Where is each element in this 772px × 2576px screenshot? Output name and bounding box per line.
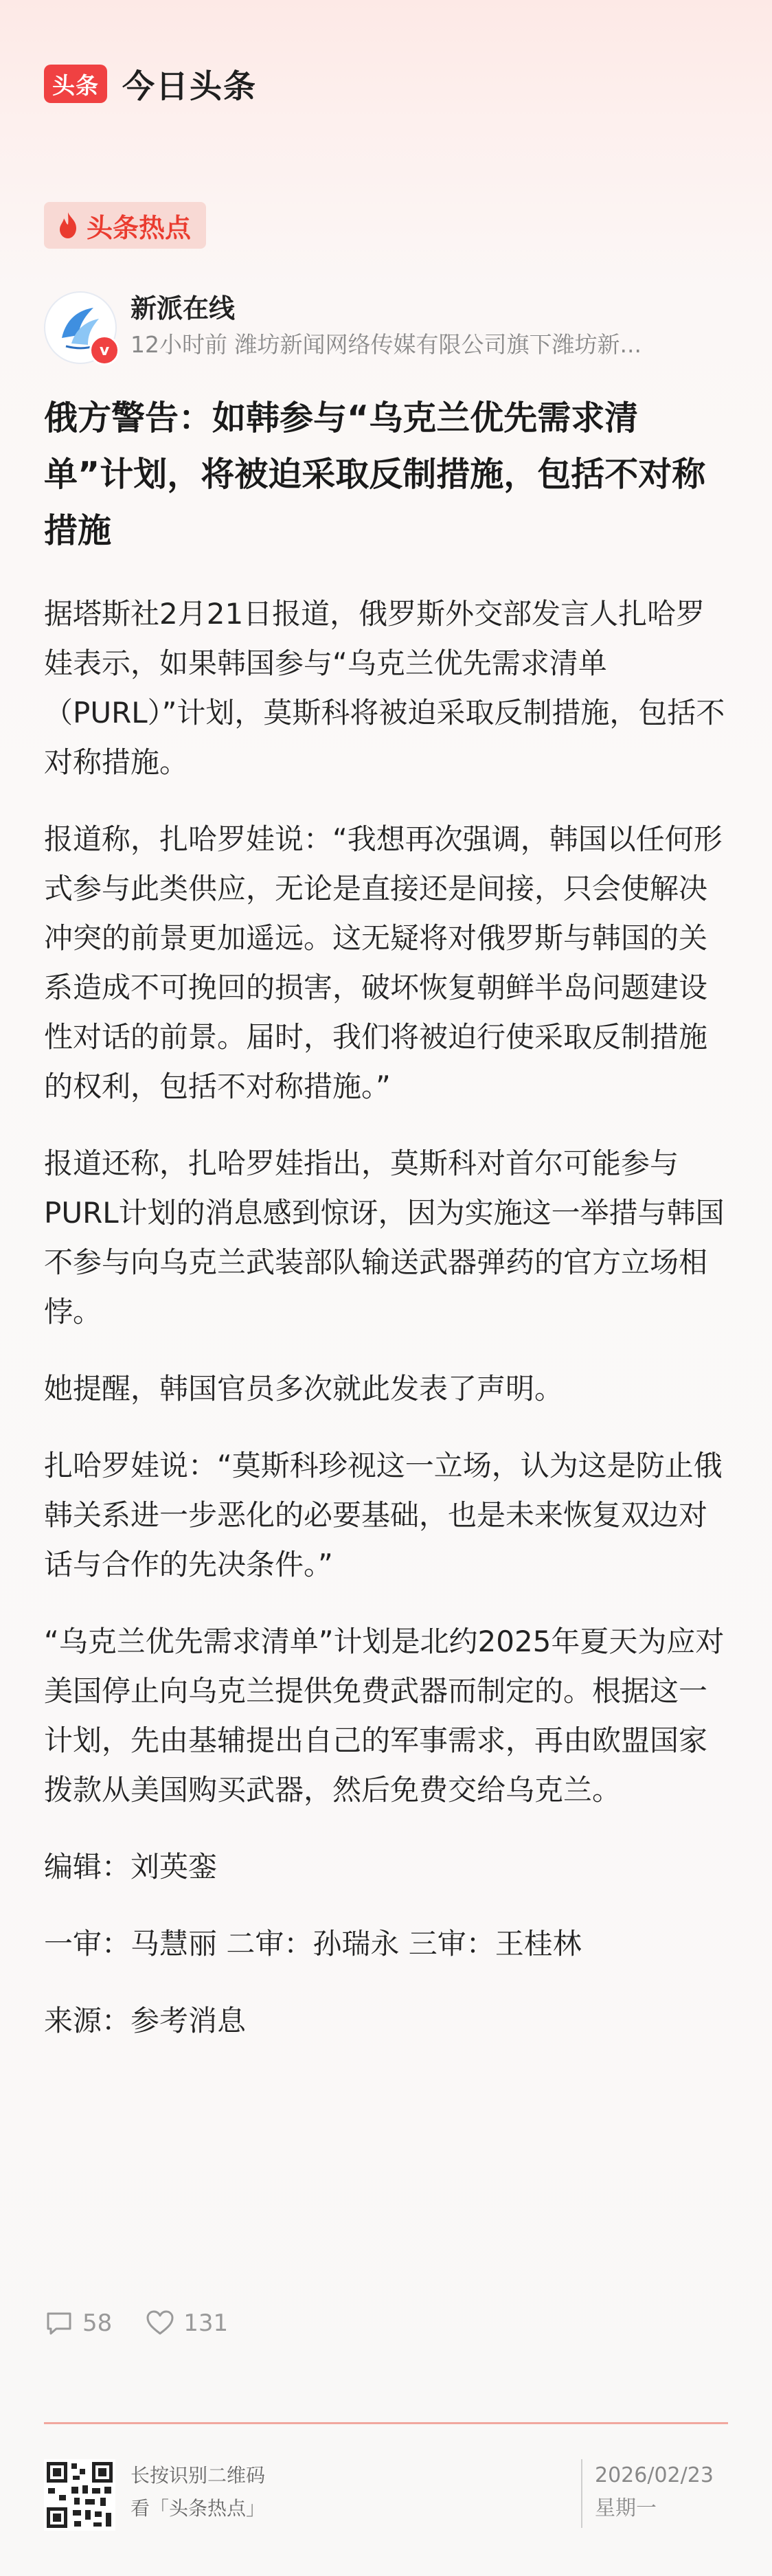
qr-caption-line1: 长按识别二维码 xyxy=(130,2464,266,2487)
footer-weekday: 星期一 xyxy=(595,2496,657,2520)
heart-icon xyxy=(145,2308,175,2338)
like-count: 131 xyxy=(183,2309,229,2337)
qr-code-icon[interactable] xyxy=(44,2459,115,2531)
article-title: 俄方警告：如韩参与“乌克兰优先需求清单”计划，将被迫采取反制措施，包括不对称措施 xyxy=(44,398,706,550)
footer-date: 2026/02/23 xyxy=(595,2463,714,2487)
footer-separator xyxy=(581,2459,582,2528)
paragraph: “乌克兰优先需求清单”计划是北约2025年夏天为应对美国停止向乌克兰提供免费武器而制定的。根据这一计划，先由基辅提出自己的军事需求，再由欧盟国家拨款从美国购买武器，然后免费交给乌克兰。 xyxy=(44,1625,725,1807)
author-name[interactable]: 新派在线 xyxy=(130,293,236,324)
paragraph: 扎哈罗娃说：“莫斯科珍视这一立场，认为这是防止俄韩关系进一步恶化的必要基础，也是未来恢复双边对话与合作的先决条件。” xyxy=(44,1449,723,1581)
hot-topic-label: 头条热点 xyxy=(87,212,192,243)
footer-date-block xyxy=(595,2459,714,2525)
editor-line: 编辑：刘英銮 xyxy=(44,1850,218,1884)
paragraph: 报道称，扎哈罗娃说：“我想再次强调，韩国以任何形式参与此类供应，无论是直接还是间接，只会使解决冲突的前景更加遥远。这无疑将对俄罗斯与韩国的关系造成不可挽回的损害，破坏恢复朝鲜半岛问题建设性对话的前景。届时，我们将被迫行使采取反制措施的权利，包括不对称措施。” xyxy=(44,822,723,1103)
source-line: 来源：参考消息 xyxy=(44,2004,247,2037)
comment-button[interactable] xyxy=(44,2308,112,2338)
author-block[interactable] xyxy=(44,287,731,370)
comment-count: 58 xyxy=(82,2309,113,2337)
qr-caption-line2: 看「头条热点」 xyxy=(130,2497,266,2520)
hot-topic-tag[interactable] xyxy=(44,202,206,249)
like-button[interactable] xyxy=(145,2308,228,2338)
paragraph: 报道还称，扎哈罗娃指出，莫斯科对首尔可能参与PURL计划的消息感到惊讶，因为实施这一举措与韩国不参与向乌克兰武装部队输送武器弹药的官方立场相悖。 xyxy=(44,1146,725,1329)
paragraph: 她提醒，韩国官员多次就此发表了声明。 xyxy=(44,1372,564,1405)
app-name: 今日头条 xyxy=(122,67,257,106)
author-meta: 12小时前 潍坊新闻网络传媒有限公司旗下潍坊新... xyxy=(130,331,642,358)
app-logo: 头条 xyxy=(44,65,107,103)
article-body xyxy=(44,589,729,2073)
review-line: 一审：马慧丽 二审：孙瑞永 三审：王桂林 xyxy=(44,1927,582,1961)
verified-badge-icon: v xyxy=(89,335,120,365)
footer-divider xyxy=(44,2422,728,2424)
avatar[interactable] xyxy=(44,291,117,364)
action-bar xyxy=(44,2308,261,2338)
comment-icon xyxy=(44,2308,74,2338)
app-header xyxy=(44,56,257,111)
paragraph: 据塔斯社2月21日报道，俄罗斯外交部发言人扎哈罗娃表示，如果韩国参与“乌克兰优先需求清单（PURL）”计划，莫斯科将被迫采取反制措施，包括不对称措施。 xyxy=(44,597,725,779)
flame-icon xyxy=(56,212,80,239)
qr-caption xyxy=(130,2459,265,2525)
